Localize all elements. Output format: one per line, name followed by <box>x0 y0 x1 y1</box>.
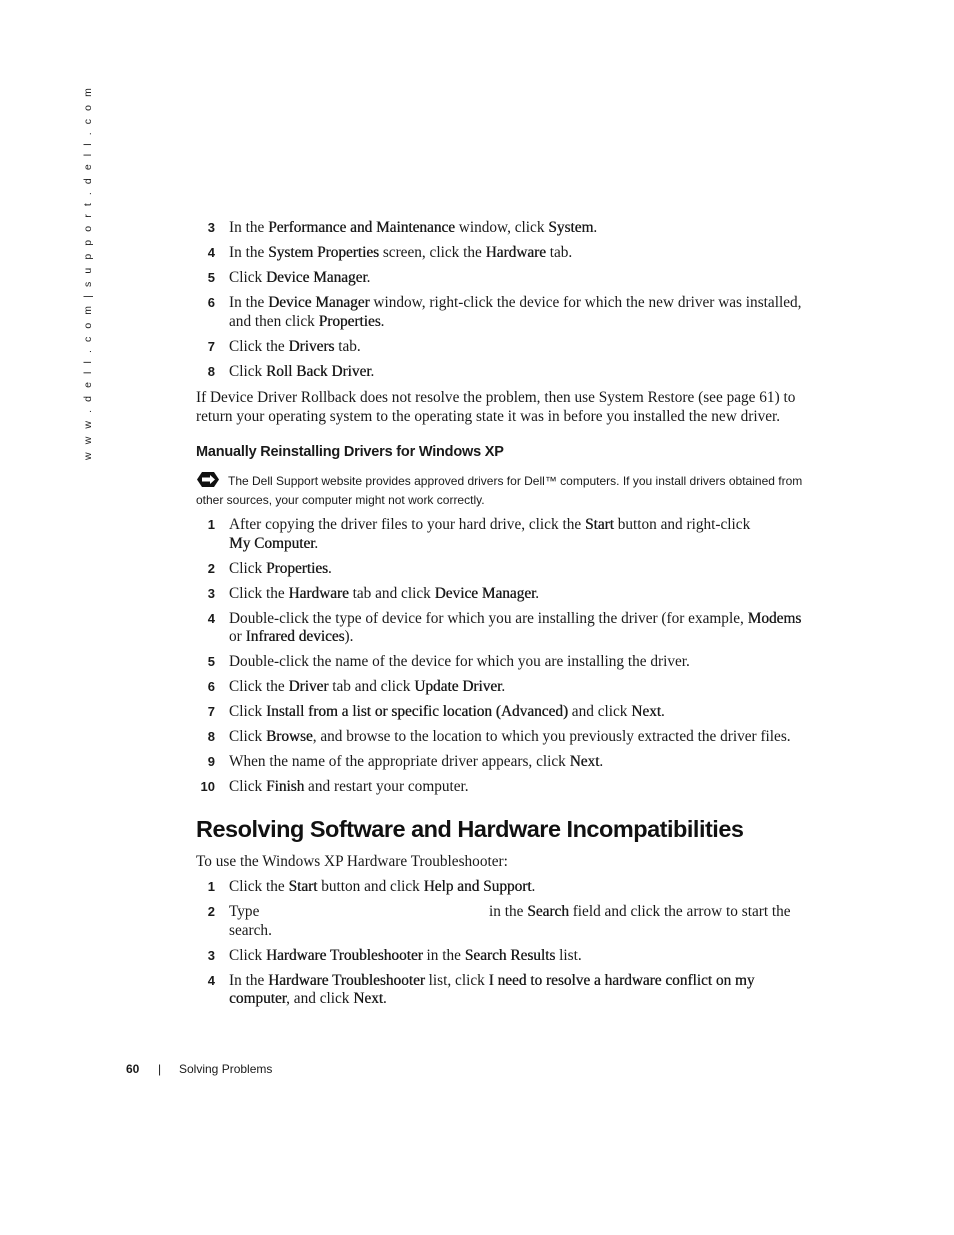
ui-term: System <box>548 219 594 236</box>
step-text: and click <box>567 703 632 720</box>
step-number: 3 <box>207 947 215 963</box>
step-text: . <box>366 269 371 286</box>
step-item <box>196 294 816 331</box>
step-text: list, click <box>424 971 489 989</box>
step-text: or <box>229 628 246 645</box>
ui-term: Performance and Maintenance <box>268 219 455 236</box>
step-text: screen, click the <box>379 244 486 261</box>
ui-term: Update Driver <box>414 678 502 695</box>
step-item <box>196 778 816 797</box>
step-number: 4 <box>207 245 215 260</box>
step-text: Click <box>229 703 266 720</box>
step-text: . <box>535 584 540 602</box>
step-text: , and browse to the location to which you previously extracted the driver files. <box>312 728 791 745</box>
step-item <box>196 903 816 940</box>
step-text: Click the <box>229 337 289 355</box>
step-text: list. <box>555 946 582 964</box>
step-text: After copying the driver files to your hard drive, click the <box>229 516 585 533</box>
ui-term: Finish <box>265 778 305 795</box>
step-text: Double-click the type of device for which you are installing the driver (for example, <box>229 609 748 627</box>
ui-term: Hardware <box>288 584 349 602</box>
intro-paragraph: To use the Windows XP Hardware Troubleshooter: <box>196 853 508 870</box>
page-footer <box>126 1062 273 1076</box>
step-text: In the <box>229 971 269 989</box>
step-item <box>196 363 816 382</box>
steps-list-rollback <box>196 219 816 388</box>
step-text: . <box>383 990 387 1007</box>
step-number: 5 <box>207 270 215 285</box>
step-item <box>196 728 816 747</box>
step-item <box>196 585 816 604</box>
ui-term: Next <box>353 990 384 1007</box>
step-item <box>196 878 816 897</box>
step-text: Click <box>229 778 266 795</box>
step-text: Click <box>229 559 266 577</box>
step-text: Click <box>229 269 266 286</box>
step-text: In the <box>229 294 269 311</box>
ui-term: Hardware Troubleshooter <box>265 946 423 964</box>
step-text: . <box>314 534 319 552</box>
step-text: in the <box>485 903 528 920</box>
steps-list-reinstall <box>196 516 816 803</box>
notice-box <box>196 471 816 510</box>
step-text: Click <box>229 362 266 380</box>
step-text: Click <box>229 946 266 964</box>
ui-term: System Properties <box>268 244 379 261</box>
step-number: 1 <box>207 517 215 532</box>
ui-term: Start <box>288 878 318 895</box>
step-text: button and right-click <box>613 516 751 533</box>
ui-term: My Computer <box>229 534 315 552</box>
step-item <box>196 753 816 772</box>
subheading-reinstall-drivers: Manually Reinstalling Drivers for Windows XP <box>196 444 504 460</box>
step-item <box>196 610 816 647</box>
footer-separator: | <box>158 1062 162 1076</box>
ui-term: Search <box>527 903 569 920</box>
step-number: 9 <box>207 754 215 769</box>
step-number: 2 <box>207 904 215 919</box>
ui-term: Install from a list or specific location (Advanced) <box>265 703 568 720</box>
step-text: tab and click <box>328 678 415 695</box>
step-text: button and click <box>317 878 424 895</box>
step-number: 7 <box>207 338 215 354</box>
ui-term: Infrared devices <box>245 628 345 645</box>
step-text: . <box>501 678 506 695</box>
step-number: 3 <box>207 220 215 235</box>
step-number: 4 <box>207 610 215 626</box>
step-number: 7 <box>207 704 215 719</box>
ui-term: Roll Back Driver <box>265 362 371 380</box>
step-text: . <box>380 312 385 330</box>
section-heading: Resolving Software and Hardware Incompatibilities <box>196 816 744 842</box>
steps-list-troubleshooter <box>196 878 816 1015</box>
step-text: Type <box>229 903 264 920</box>
notice-text: The Dell Support website provides approved drivers for Dell™ computers. If you install drivers obtained from other sources, your computer might not work correctly. <box>196 474 803 507</box>
step-text: In the <box>229 244 269 261</box>
ui-term: Properties <box>265 559 328 577</box>
step-number: 6 <box>207 679 215 694</box>
step-number: 1 <box>207 879 215 894</box>
rollback-paragraph: If Device Driver Rollback does not resolve the problem, then use System Restore (see page 61) to return your operating system to the operating state it was in before you installed the new driver. <box>196 389 796 425</box>
ui-term: I need to resolve a hardware conflict on my computer <box>229 971 755 1007</box>
step-number: 6 <box>207 295 215 310</box>
step-text: Click the <box>229 678 289 695</box>
step-text: Click the <box>229 878 289 895</box>
step-item <box>196 244 816 263</box>
step-text: tab. <box>545 244 573 261</box>
ui-term: Browse <box>265 728 313 745</box>
step-text: . <box>370 362 375 380</box>
step-text: in the <box>422 946 465 964</box>
step-text: tab and click <box>348 584 435 602</box>
page-number: 60 <box>126 1062 140 1076</box>
step-item <box>196 653 816 672</box>
ui-term: Search Results <box>464 946 556 964</box>
step-text: ). <box>344 628 354 645</box>
ui-term: Start <box>584 516 614 533</box>
footer-section-title: Solving Problems <box>179 1062 273 1076</box>
step-item <box>196 972 816 1009</box>
step-item <box>196 516 816 553</box>
step-number: 10 <box>200 779 215 794</box>
step-text: , and click <box>286 990 354 1007</box>
ui-term: Next <box>631 703 662 720</box>
step-text: Click <box>229 728 266 745</box>
step-text: When the name of the appropriate driver appears, click <box>229 753 570 770</box>
step-text: . <box>328 559 332 577</box>
step-text: Click the <box>229 584 289 602</box>
ui-term: Hardware <box>485 244 546 261</box>
step-item <box>196 678 816 697</box>
step-text: . <box>599 753 604 770</box>
step-text: . <box>593 219 598 236</box>
step-text: and restart your computer. <box>304 778 469 795</box>
step-text: In the <box>229 219 269 236</box>
ui-term: Device Manager <box>265 269 367 286</box>
step-item <box>196 219 816 238</box>
step-number: 8 <box>207 729 215 744</box>
step-text: window, click <box>454 219 549 236</box>
step-text: window, right-click the device for which the new driver was installed, and then click <box>229 294 802 330</box>
side-url-margin <box>82 85 98 460</box>
notice-arrow-icon <box>196 471 220 488</box>
step-text: Double-click the name of the device for which you are installing the driver. <box>229 653 690 670</box>
ui-term: Properties <box>318 312 381 330</box>
step-item <box>196 269 816 288</box>
ui-term: Help and Support <box>423 878 532 895</box>
side-url-text: w w w . d e l l . c o m | s u p p o r t . d e l l . c o m <box>82 85 94 460</box>
step-item <box>196 703 816 722</box>
step-item <box>196 338 816 357</box>
ui-term: Hardware Troubleshooter <box>268 971 425 989</box>
step-text: tab. <box>334 337 361 355</box>
ui-term: Driver <box>288 678 329 695</box>
step-item <box>196 560 816 579</box>
ui-term: Next <box>569 753 600 770</box>
ui-term: Device Manager <box>434 584 536 602</box>
step-text: . <box>661 703 665 720</box>
step-number: 4 <box>207 972 215 988</box>
step-text: field and click the arrow to start the search. <box>229 903 791 939</box>
step-text: . <box>531 878 536 895</box>
step-item <box>196 947 816 966</box>
ui-term: Modems <box>747 609 802 627</box>
step-number: 3 <box>207 585 215 601</box>
step-number: 8 <box>207 363 215 379</box>
step-number: 5 <box>207 654 215 669</box>
ui-term: Device Manager <box>268 294 370 311</box>
ui-term: Drivers <box>288 337 335 355</box>
step-number: 2 <box>207 560 215 576</box>
